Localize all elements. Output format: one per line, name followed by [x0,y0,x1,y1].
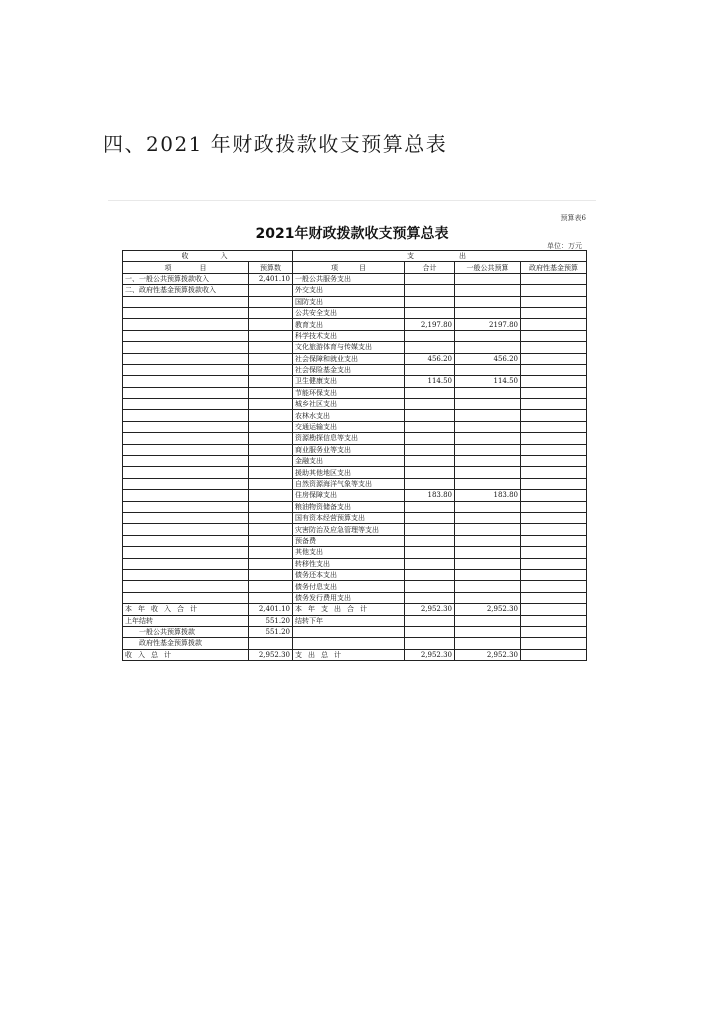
budget-cell [249,456,293,467]
table-row [123,399,587,410]
table-row [123,535,587,546]
table-row [123,410,587,421]
table-row [123,547,587,558]
expense-item-cell: 自然资源海洋气象等支出 [293,478,405,489]
general-budget-cell [455,456,521,467]
income-item-cell [123,592,249,603]
table-row [123,364,587,375]
general-budget-cell [455,581,521,592]
total-cell [405,512,455,523]
total-cell [405,296,455,307]
fund-budget-cell [521,342,587,353]
budget-cell [249,581,293,592]
expense-item-cell: 债务发行费用支出 [293,592,405,603]
carry-row [123,615,587,626]
table-row [123,307,587,318]
fund-budget-cell [521,490,587,501]
table-row [123,501,587,512]
expense-subtotal-label: 本年支出合计 [293,604,405,615]
fund-budget-cell [521,558,587,569]
general-budget-cell [455,592,521,603]
fund-budget-cell [521,433,587,444]
expense-item-cell: 灾害防治及应急管理等支出 [293,524,405,535]
fund-budget-cell [521,592,587,603]
budget-cell [249,512,293,523]
carry-out-label: 结转下年 [293,615,405,626]
total-cell [405,410,455,421]
table-row [123,273,587,284]
general-budget-cell [455,433,521,444]
income-item-cell [123,307,249,318]
income-total-value: 2,952.30 [249,649,293,660]
total-cell [405,364,455,375]
table-id-label: 预算表6 [560,214,586,222]
income-item-cell [123,524,249,535]
budget-cell [249,467,293,478]
total-cell: 183.80 [405,490,455,501]
expense-item-cell: 其他支出 [293,547,405,558]
expense-item-cell: 住房保障支出 [293,490,405,501]
income-item-cell [123,478,249,489]
fund-budget-cell [521,444,587,455]
table-row [123,342,587,353]
general-budget-cell: 456.20 [455,353,521,364]
table-row [123,581,587,592]
expense-subtotal-general: 2,952.30 [455,604,521,615]
table-row [123,330,587,341]
fund-budget-cell [521,353,587,364]
fund-budget-cell [521,512,587,523]
unit-label: 单位：万元 [547,242,582,250]
fund-carry-row [123,638,587,649]
general-budget-cell [455,399,521,410]
table-row [123,319,587,330]
fund-budget-cell [521,285,587,296]
total-cell [405,273,455,284]
general-carry-label: 一般公共预算拨款 [123,626,249,637]
budget-cell [249,490,293,501]
total-cell [405,285,455,296]
table-row [123,490,587,501]
total-cell: 2,197.80 [405,319,455,330]
expense-item-cell: 债务还本支出 [293,569,405,580]
general-budget-cell [455,330,521,341]
income-item-header: 项 目 [123,262,249,273]
income-item-cell [123,512,249,523]
general-budget-cell [455,444,521,455]
fund-budget-header: 政府性基金预算 [521,262,587,273]
budget-count-header: 预算数 [249,262,293,273]
income-item-cell [123,490,249,501]
income-item-cell [123,342,249,353]
table-row [123,444,587,455]
income-subtotal-label: 本年收入合计 [123,604,249,615]
income-item-cell [123,547,249,558]
income-item-cell [123,535,249,546]
total-cell [405,330,455,341]
budget-cell [249,353,293,364]
general-carry-value: 551.20 [249,626,293,637]
general-budget-cell: 114.50 [455,376,521,387]
income-item-cell [123,558,249,569]
fund-budget-cell [521,364,587,375]
budget-table [122,250,587,661]
general-budget-header: 一般公共预算 [455,262,521,273]
expense-item-cell: 粮油物资储备支出 [293,501,405,512]
subtotal-row [123,604,587,615]
income-item-cell [123,501,249,512]
expense-item-cell: 国有资本经营预算支出 [293,512,405,523]
expense-item-cell: 交通运输支出 [293,421,405,432]
income-item-cell [123,456,249,467]
grand-total-row [123,649,587,660]
budget-cell [249,364,293,375]
budget-cell [249,444,293,455]
fund-carry-label: 政府性基金预算拨款 [123,638,249,649]
budget-cell [249,558,293,569]
general-budget-cell [455,285,521,296]
table-row [123,512,587,523]
fund-budget-cell [521,478,587,489]
table-title: 2021年财政拨款收支预算总表 [255,226,449,242]
expense-total-label: 支出总计 [293,649,405,660]
general-budget-cell [455,569,521,580]
income-item-cell [123,353,249,364]
expense-item-cell: 资源勘探信息等支出 [293,433,405,444]
expense-item-cell: 债务付息支出 [293,581,405,592]
total-cell [405,387,455,398]
income-item-cell [123,330,249,341]
group-header-row [123,251,587,262]
fund-budget-cell [521,569,587,580]
fund-budget-cell [521,581,587,592]
general-budget-cell: 183.80 [455,490,521,501]
budget-cell [249,296,293,307]
expense-item-cell: 商业服务业等支出 [293,444,405,455]
income-item-cell [123,569,249,580]
expense-item-cell: 国防支出 [293,296,405,307]
expense-item-cell: 城乡社区支出 [293,399,405,410]
table-row [123,456,587,467]
table-row [123,478,587,489]
budget-cell [249,330,293,341]
general-budget-cell [455,467,521,478]
table-row [123,296,587,307]
total-cell [405,399,455,410]
expense-item-cell: 外交支出 [293,285,405,296]
total-cell [405,307,455,318]
table-row [123,569,587,580]
fund-budget-cell [521,296,587,307]
expense-item-cell: 农林水支出 [293,410,405,421]
general-budget-cell [455,524,521,535]
budget-cell [249,307,293,318]
fund-budget-cell [521,524,587,535]
expense-item-cell: 科学技术支出 [293,330,405,341]
expense-item-cell: 节能环保支出 [293,387,405,398]
income-item-cell [123,319,249,330]
table-row [123,467,587,478]
fund-budget-cell [521,467,587,478]
budget-cell [249,319,293,330]
fund-budget-cell [521,456,587,467]
budget-cell [249,433,293,444]
budget-sheet [108,200,596,699]
fund-budget-cell [521,319,587,330]
budget-cell [249,285,293,296]
budget-cell: 2,401.10 [249,273,293,284]
expense-group-header: 支 出 [293,251,587,262]
table-row [123,524,587,535]
total-cell: 456.20 [405,353,455,364]
expense-item-cell: 教育支出 [293,319,405,330]
expense-total-value: 2,952.30 [405,649,455,660]
expense-item-cell: 卫生健康支出 [293,376,405,387]
table-row [123,592,587,603]
general-budget-cell [455,364,521,375]
budget-cell [249,535,293,546]
table-row [123,285,587,296]
expense-item-cell: 一般公共服务支出 [293,273,405,284]
fund-budget-cell [521,399,587,410]
general-budget-cell [455,421,521,432]
carry-in-value: 551.20 [249,615,293,626]
expense-item-cell: 社会保险基金支出 [293,364,405,375]
expense-total-general: 2,952.30 [455,649,521,660]
income-item-cell [123,433,249,444]
general-budget-cell [455,558,521,569]
expense-item-cell: 预备费 [293,535,405,546]
total-cell [405,421,455,432]
total-cell [405,592,455,603]
budget-cell [249,342,293,353]
general-budget-cell [455,547,521,558]
expense-item-cell: 金融支出 [293,456,405,467]
total-cell [405,433,455,444]
budget-cell [249,478,293,489]
fund-budget-cell [521,421,587,432]
total-cell [405,535,455,546]
fund-budget-cell [521,330,587,341]
budget-cell [249,376,293,387]
budget-cell [249,592,293,603]
expense-item-cell: 援助其他地区支出 [293,467,405,478]
budget-cell [249,387,293,398]
general-budget-cell [455,296,521,307]
income-item-cell [123,296,249,307]
expense-item-cell: 社会保障和就业支出 [293,353,405,364]
total-cell [405,558,455,569]
total-cell [405,524,455,535]
income-subtotal-value: 2,401.10 [249,604,293,615]
total-cell [405,456,455,467]
budget-cell [249,501,293,512]
general-carry-row [123,626,587,637]
income-item-cell [123,376,249,387]
table-row [123,433,587,444]
income-item-cell [123,364,249,375]
income-item-cell [123,399,249,410]
budget-cell [249,399,293,410]
income-item-cell: 一、一般公共预算拨款收入 [123,273,249,284]
general-budget-cell [455,535,521,546]
general-budget-cell [455,501,521,512]
income-item-cell [123,421,249,432]
table-row [123,387,587,398]
general-budget-cell: 2197.80 [455,319,521,330]
table-row [123,558,587,569]
income-item-cell [123,387,249,398]
fund-budget-cell [521,273,587,284]
table-row [123,421,587,432]
general-budget-cell [455,387,521,398]
fund-budget-cell [521,535,587,546]
fund-budget-cell [521,307,587,318]
income-total-label: 收入总计 [123,649,249,660]
budget-cell [249,421,293,432]
total-cell [405,501,455,512]
total-cell [405,478,455,489]
fund-budget-cell [521,387,587,398]
total-cell [405,569,455,580]
income-item-cell: 二、政府性基金预算拨款收入 [123,285,249,296]
income-item-cell [123,467,249,478]
total-cell [405,342,455,353]
general-budget-cell [455,512,521,523]
general-budget-cell [455,478,521,489]
expense-subtotal-total: 2,952.30 [405,604,455,615]
table-row [123,353,587,364]
expense-subtotal-fund [521,604,587,615]
budget-cell [249,410,293,421]
section-heading: 四、2021 年财政拨款收支预算总表 [103,132,448,156]
income-item-cell [123,444,249,455]
general-budget-cell [455,273,521,284]
total-header: 合计 [405,262,455,273]
fund-budget-cell [521,376,587,387]
table-row [123,376,587,387]
fund-budget-cell [521,501,587,512]
total-cell [405,444,455,455]
income-item-cell [123,410,249,421]
expense-item-cell: 公共安全支出 [293,307,405,318]
expense-item-header: 项 目 [293,262,405,273]
column-header-row [123,262,587,273]
budget-cell [249,524,293,535]
expense-item-cell: 文化旅游体育与传媒支出 [293,342,405,353]
budget-cell [249,569,293,580]
general-budget-cell [455,342,521,353]
budget-cell [249,547,293,558]
income-group-header: 收 入 [123,251,293,262]
total-cell [405,581,455,592]
expense-item-cell: 转移性支出 [293,558,405,569]
total-cell: 114.50 [405,376,455,387]
total-cell [405,467,455,478]
carry-in-label: 上年结转 [123,615,249,626]
income-item-cell [123,581,249,592]
fund-budget-cell [521,410,587,421]
general-budget-cell [455,307,521,318]
fund-budget-cell [521,547,587,558]
total-cell [405,547,455,558]
general-budget-cell [455,410,521,421]
